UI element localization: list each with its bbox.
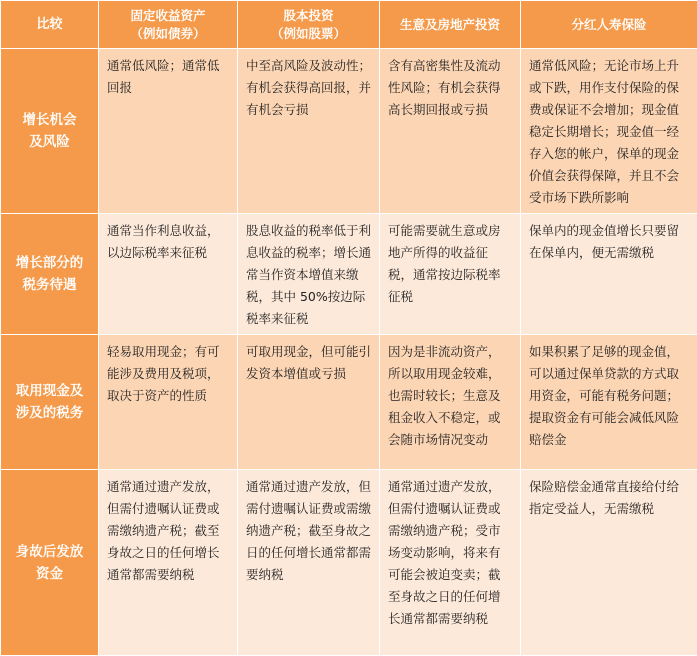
table-cell: 可取用现金，但可能引发资本增值或亏损 — [238, 335, 380, 470]
table-cell: 通常通过遗产发放，但需付遗嘱认证费或需缴纳遗产税；截至身故之日的任何增长通常都需要纳税 — [238, 470, 380, 656]
table-cell: 通常低风险；无论市场上升或下跌，用作支付保险的保费或保证不会增加；现金值稳定长期增长；现金值一经存入您的帐户，保单的现金价值会获得保障，并且不会受市场下跌所影响 — [521, 49, 697, 214]
row-label-line: 增长部分的 — [5, 252, 94, 274]
row-label-growth-risk — [1, 49, 99, 214]
table-cell: 通常当作利息收益，以边际税率来征税 — [99, 214, 238, 335]
table-cell: 轻易取用现金；有可能涉及费用及税项，取决于资产的性质 — [99, 335, 238, 470]
header-line: 生意及房地产投资 — [384, 16, 516, 34]
row-label-line: 资金 — [5, 563, 94, 585]
table-row — [1, 214, 697, 335]
table-cell: 股息收益的税率低于利息收益的税率；增长通常当作资本增值来缴税，其中 50%按边际税率来征税 — [238, 214, 380, 335]
header-line: 固定收益资产 — [103, 7, 233, 25]
row-label-cash-access — [1, 335, 99, 470]
table-cell: 含有高密集性及流动性风险；有机会获得高长期回报或亏损 — [380, 49, 521, 214]
table-row — [1, 49, 697, 214]
table-row — [1, 470, 697, 656]
table-cell: 中至高风险及波动性；有机会获得高回报，并有机会亏损 — [238, 49, 380, 214]
table-cell: 通常通过遗产发放，但需付遗嘱认证费或需缴纳遗产税；截至身故之日的任何增长通常都需要纳税 — [99, 470, 238, 656]
table-cell: 保险赔偿金通常直接给付给指定受益人，无需缴税 — [521, 470, 697, 656]
row-label-line: 增长机会 — [5, 109, 94, 131]
row-label-line: 涉及的税务 — [5, 402, 94, 424]
header-business-realestate — [380, 1, 521, 49]
row-label-line: 身故后发放 — [5, 541, 94, 563]
header-participating-life-insurance — [521, 1, 697, 49]
table-cell: 如果积累了足够的现金值，可以通过保单贷款的方式取用资金，可能有税务问题；提取资金有可能会减低风险赔偿金 — [521, 335, 697, 470]
row-label-line: 税务待遇 — [5, 274, 94, 296]
table-cell: 通常通过遗产发放，但需付遗嘱认证费或需缴纳遗产税；受市场变动影响，将来有可能会被迫变卖；截至身故之日的任何增长通常都需要纳税 — [380, 470, 521, 656]
header-fixed-income — [99, 1, 238, 49]
table-cell: 因为是非流动资产，所以取用现金较难，也需时较长；生意及租金收入不稳定，或会随市场情况变动 — [380, 335, 521, 470]
row-label-tax-treatment — [1, 214, 99, 335]
row-label-line: 及风险 — [5, 131, 94, 153]
row-label-death-benefit — [1, 470, 99, 656]
table-cell: 保单内的现金值增长只要留在保单内，便无需缴税 — [521, 214, 697, 335]
table-row — [1, 335, 697, 470]
header-equity — [238, 1, 380, 49]
header-row — [1, 1, 697, 49]
header-line: （例如债券） — [103, 25, 233, 43]
header-corner: 比较 — [1, 1, 99, 49]
table-cell: 通常低风险；通常低回报 — [99, 49, 238, 214]
header-line: （例如股票） — [242, 25, 375, 43]
row-label-line: 取用现金及 — [5, 380, 94, 402]
header-line: 分红人寿保险 — [525, 16, 693, 34]
table-cell: 可能需要就生意或房地产所得的收益征税，通常按边际税率征税 — [380, 214, 521, 335]
header-line: 股本投资 — [242, 7, 375, 25]
